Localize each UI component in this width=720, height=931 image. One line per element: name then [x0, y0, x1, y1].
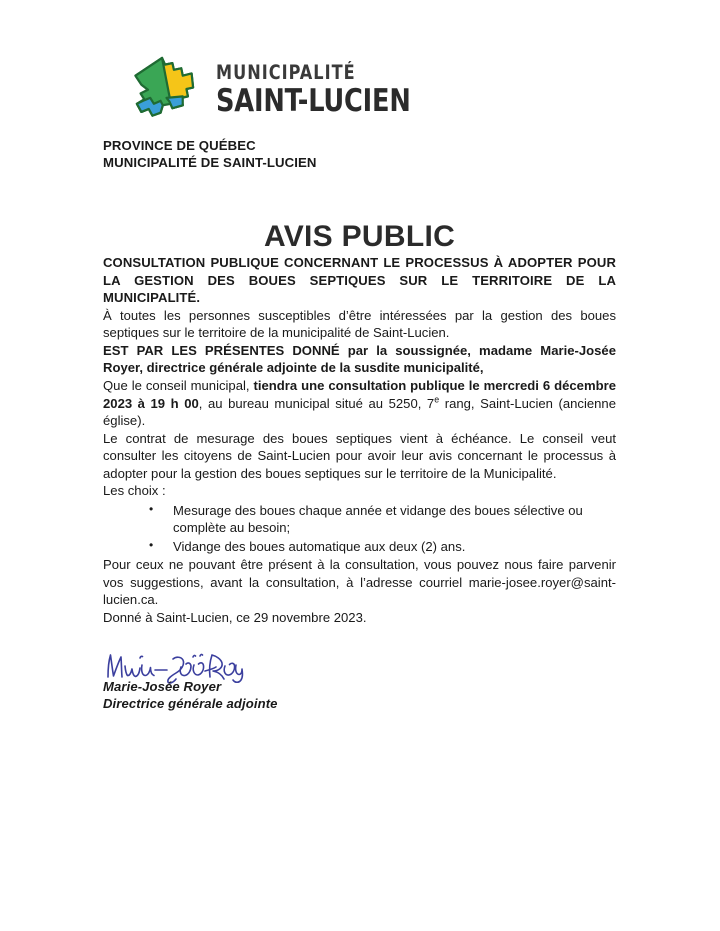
list-item: • Mesurage des boues chaque année et vidange des boues sélective ou complète au besoin; — [149, 502, 616, 537]
logo-wordmark — [216, 61, 428, 118]
signer-name: Marie-Josée Royer — [103, 679, 222, 695]
notice-subject: CONSULTATION PUBLIQUE CONCERNANT LE PROCESSUS À ADOPTER POUR LA GESTION DES BOUES SEPTIQUES SUR LE TERRITOIRE DE LA MUNICIPALITÉ. — [103, 255, 616, 306]
municipality-line: MUNICIPALITÉ DE SAINT-LUCIEN — [103, 154, 317, 170]
logo-line-municipalite: MUNICIPALITÉ — [216, 60, 356, 84]
council-location-text-b: rang, Saint-Lucien (ancienne église). — [103, 395, 616, 429]
document-body — [103, 138, 616, 712]
ordinal-suffix: e — [434, 394, 440, 405]
given-notice-lead: EST PAR LES PRÉSENTES DONNÉ — [103, 342, 340, 358]
jurisdiction-header — [103, 138, 616, 171]
council-location-text-a: , au bureau municipal situé au 5250, 7 — [198, 395, 435, 411]
closing-date-line: Donné à Saint-Lucien, ce 29 novembre 2023. — [103, 609, 367, 625]
logo-line-saint-lucien: SAINT-LUCIEN — [216, 83, 411, 120]
council-meeting-details: tiendra une consultation publique le mercredi 6 décembre 2023 à 19 h 00 — [103, 377, 616, 411]
council-meeting-paragraph — [103, 377, 616, 430]
puzzle-piece-logo-icon — [128, 55, 202, 123]
signature-block — [103, 648, 616, 712]
signer-role: Directrice générale adjointe — [103, 696, 278, 712]
addressees-paragraph: À toutes les personnes susceptibles d’être intéressées par la gestion des boues septiques sur le territoire de la municipalité de Saint-Lucien. — [103, 307, 616, 341]
choices-list — [103, 502, 616, 556]
council-lead-text: Que le conseil municipal, — [103, 377, 254, 393]
contract-paragraph: Le contrat de mesurage des boues septiques vient à échéance. Le conseil veut consulter les citoyens de Saint-Lucien pour avoir leur avis concernant le processus à adopter pour la gestion des boues septiques sur le territoire de la Municipalité. — [103, 430, 616, 481]
province-line: PROVINCE DE QUÉBEC — [103, 138, 256, 153]
given-notice-rest: par la soussignée, madame Marie-Josée Royer, directrice générale adjointe de la susdite municipalité, — [103, 342, 616, 376]
list-item: • Vidange des boues automatique aux deux (2) ans. — [149, 538, 616, 556]
given-notice-paragraph — [103, 342, 616, 377]
choices-label: Les choix : — [103, 483, 166, 499]
suggestions-email-paragraph: Pour ceux ne pouvant être présent à la consultation, vous pouvez nous faire parvenir vos suggestions, avant la consultation, à l’adresse courriel marie-josee.royer@saint-lucien.ca. — [103, 557, 616, 608]
municipality-logo — [128, 55, 428, 123]
page-title: AVIS PUBLIC — [263, 220, 456, 254]
